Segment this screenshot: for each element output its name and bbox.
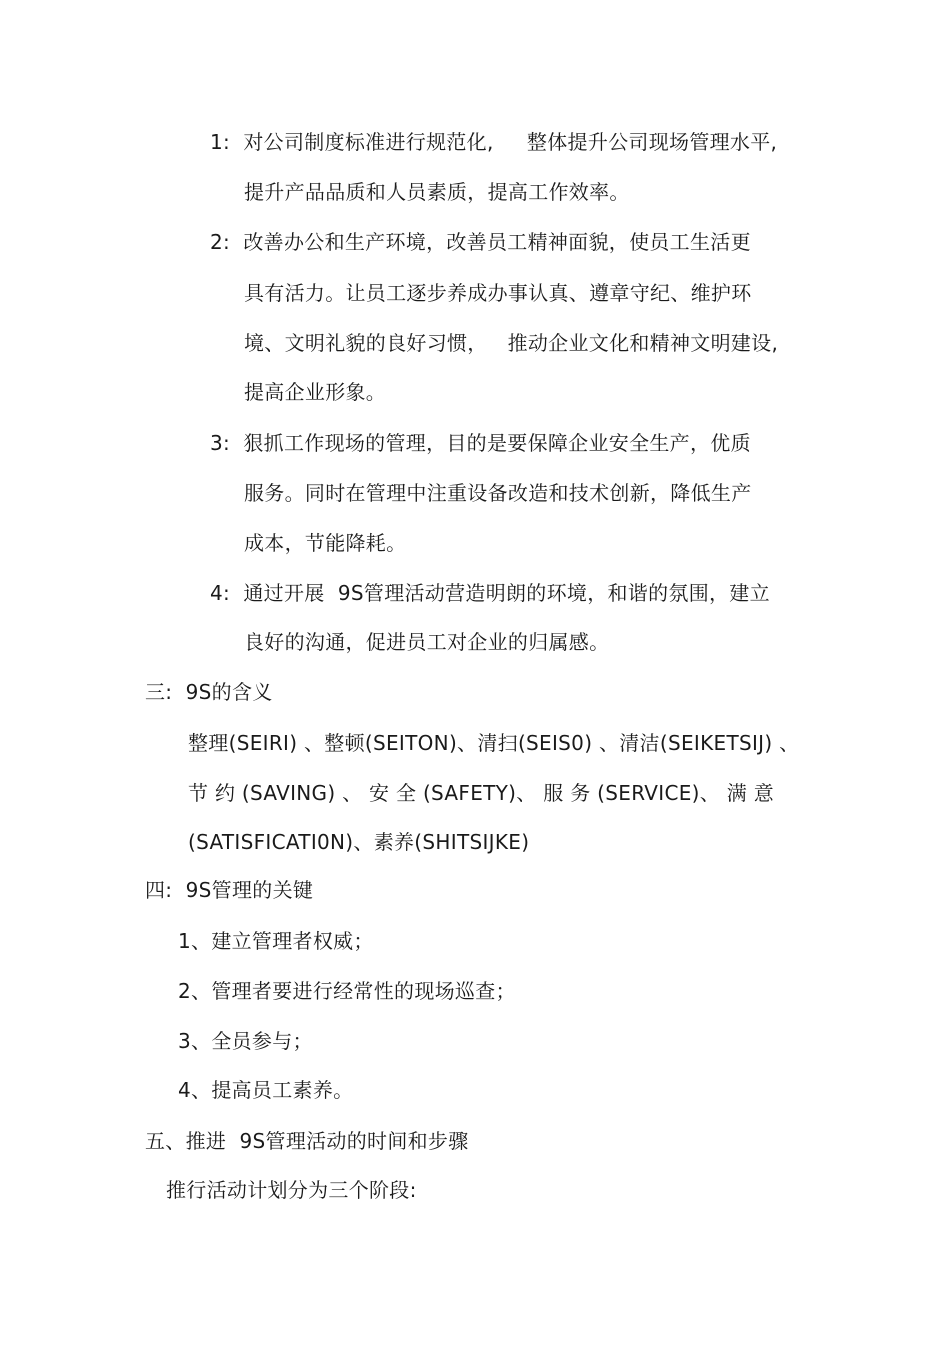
goal-4-line-1: 4: 通过开展 9S管理活动营造明朗的环境，和谐的氛围，建立 xyxy=(210,581,770,605)
section-three-line-3: (SATISFICATI0N)、素养(SHITSIJKE) xyxy=(188,830,530,854)
goal-4-line-2: 良好的沟通，促进员工对企业的归属感。 xyxy=(244,630,610,654)
section-five-heading: 五、推进 9S管理活动的时间和步骤 xyxy=(145,1129,469,1153)
goal-3-line-2: 服务。同时在管理中注重设备改造和技术创新，降低生产 xyxy=(244,481,752,505)
goal-2-line-1: 2: 改善办公和生产环境，改善员工精神面貌，使员工生活更 xyxy=(210,230,751,254)
goal-1-line-1: 1: 对公司制度标准进行规范化, 整体提升公司现场管理水平, xyxy=(210,130,778,154)
goal-2-line-4: 提高企业形象。 xyxy=(244,380,387,404)
goal-3-line-3: 成本，节能降耗。 xyxy=(244,531,407,555)
section-four-item-3: 3、全员参与； xyxy=(178,1029,313,1053)
section-three-line-2: 节 约 (SAVING) 、 安 全 (SAFETY)、 服 务 (SERVICE)、 满 意 xyxy=(188,781,774,805)
goal-1-line-2: 提升产品品质和人员素质，提高工作效率。 xyxy=(244,180,630,204)
goal-2-line-2: 具有活力。让员工逐步养成办事认真、遵章守纪、维护环 xyxy=(244,281,752,305)
section-four-item-1: 1、建立管理者权威； xyxy=(178,929,374,953)
goal-3-line-1: 3: 狠抓工作现场的管理，目的是要保障企业安全生产，优质 xyxy=(210,431,751,455)
section-four-item-4: 4、提高员工素养。 xyxy=(178,1078,354,1102)
section-three-heading: 三: 9S的含义 xyxy=(145,680,273,704)
section-four-heading: 四: 9S管理的关键 xyxy=(145,878,314,902)
section-five-intro: 推行活动计划分为三个阶段: xyxy=(166,1178,417,1202)
goal-2-line-3: 境、文明礼貌的良好习惯， 推动企业文化和精神文明建设, xyxy=(244,331,779,355)
section-four-item-2: 2、管理者要进行经常性的现场巡查； xyxy=(178,979,516,1003)
section-three-line-1: 整理(SEIRI) 、整顿(SEITON)、清扫(SEIS0) 、清洁(SEIKETSIJ) 、 xyxy=(188,731,800,755)
